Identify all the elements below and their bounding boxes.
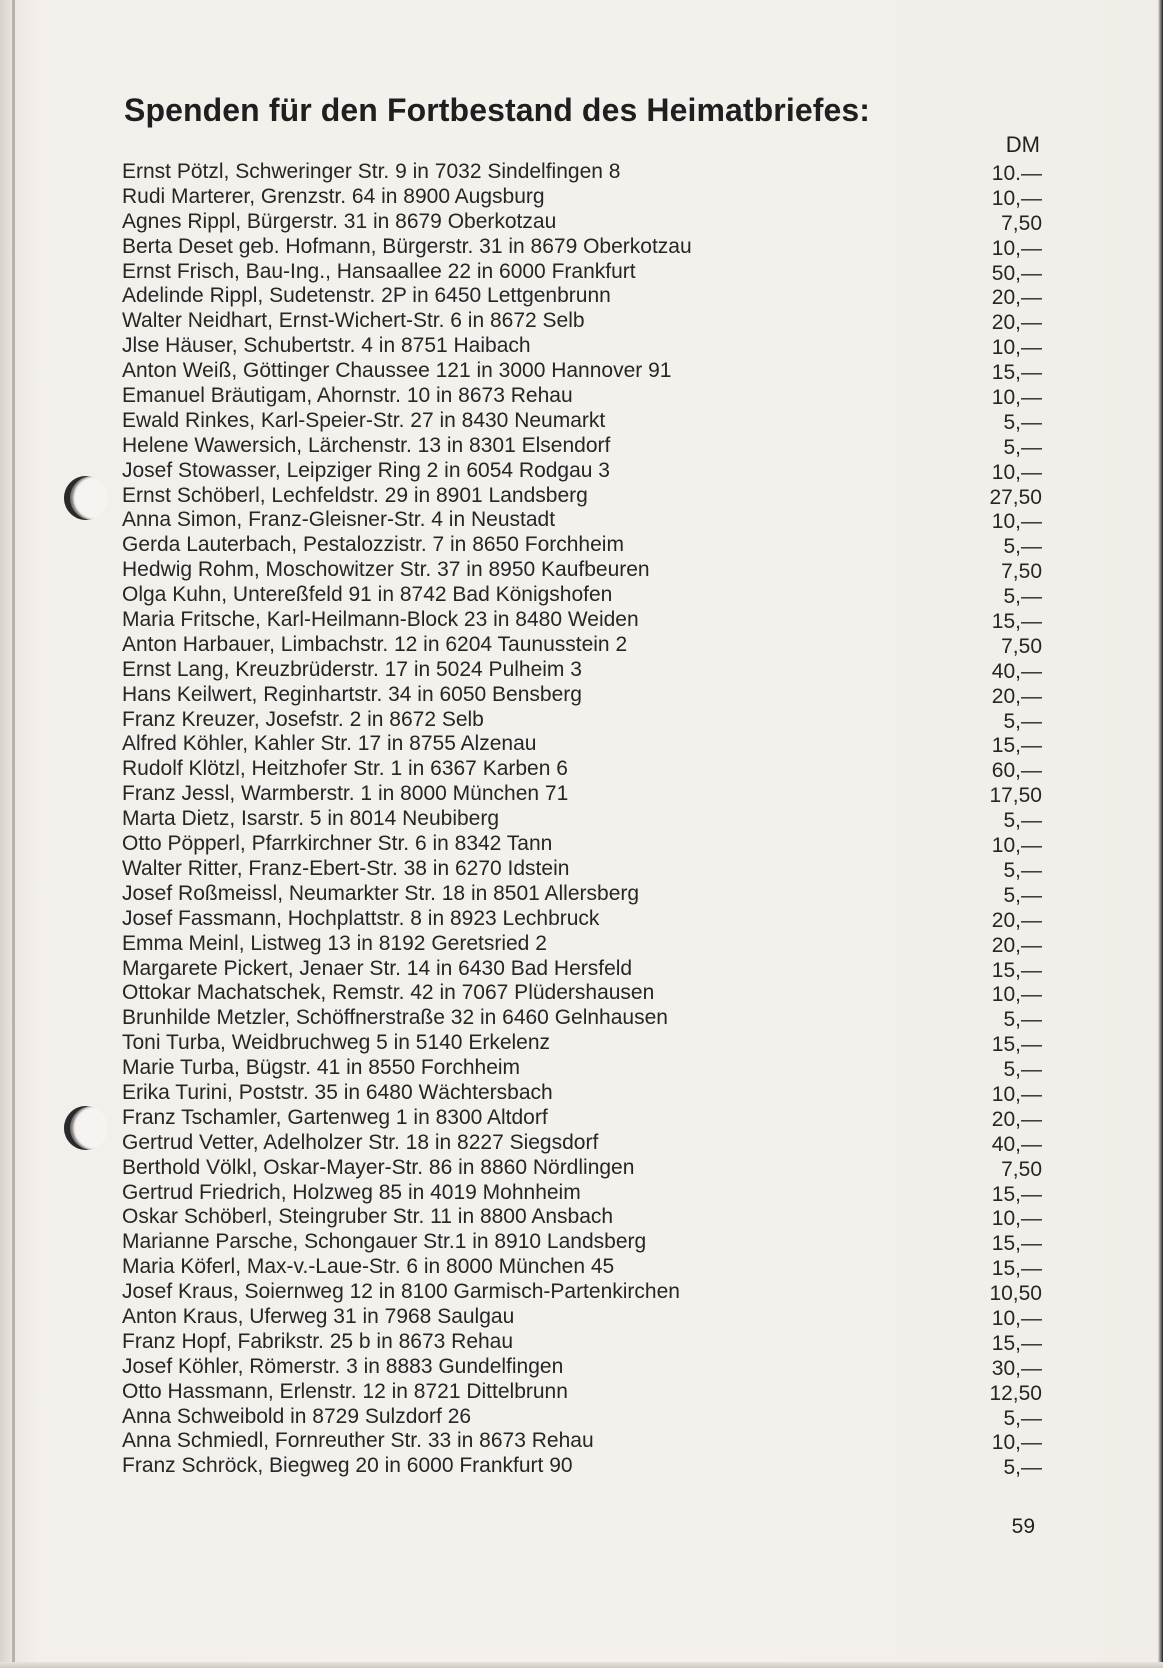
donor-entry: Anna Simon, Franz-Gleisner-Str. 4 in Neustadt bbox=[122, 508, 556, 532]
donation-amount: 5,— bbox=[1003, 410, 1042, 434]
donation-amount: 15,— bbox=[991, 1331, 1042, 1355]
donation-amount: 5,— bbox=[1003, 1008, 1042, 1032]
donor-entry: Josef Kraus, Soiernweg 12 in 8100 Garmisch-Partenkirchen bbox=[122, 1280, 680, 1304]
donation-amount: 5,— bbox=[1003, 1456, 1042, 1480]
donation-amount: 30,— bbox=[991, 1356, 1042, 1380]
donation-row bbox=[122, 558, 1042, 583]
donation-row bbox=[122, 1156, 1042, 1181]
donation-row bbox=[122, 1056, 1042, 1081]
donation-amount: 10,— bbox=[991, 1082, 1042, 1106]
donor-entry: Maria Köferl, Max-v.-Laue-Str. 6 in 8000 München 45 bbox=[122, 1255, 615, 1279]
donor-entry: Gerda Lauterbach, Pestalozzistr. 7 in 8650 Forchheim bbox=[122, 533, 624, 557]
donation-row bbox=[122, 932, 1042, 957]
donation-amount: 5,— bbox=[1003, 1058, 1042, 1082]
donation-row bbox=[122, 1280, 1042, 1305]
donation-row bbox=[122, 359, 1042, 384]
donation-row bbox=[122, 260, 1042, 285]
donor-entry: Rudolf Klötzl, Heitzhofer Str. 1 in 6367 Karben 6 bbox=[122, 757, 568, 781]
donation-row bbox=[122, 1255, 1042, 1280]
donor-entry: Alfred Köhler, Kahler Str. 17 in 8755 Alzenau bbox=[122, 732, 537, 756]
donation-row bbox=[122, 1230, 1042, 1255]
donation-amount: 17,50 bbox=[989, 784, 1042, 808]
donation-amount: 15,— bbox=[991, 734, 1042, 758]
donor-entry: Hedwig Rohm, Moschowitzer Str. 37 in 8950 Kaufbeuren bbox=[122, 558, 650, 582]
donor-entry: Josef Fassmann, Hochplattstr. 8 in 8923 Lechbruck bbox=[122, 906, 600, 930]
donation-amount: 10,— bbox=[991, 336, 1042, 360]
donation-amount: 5,— bbox=[1003, 709, 1042, 733]
donation-row bbox=[122, 1454, 1042, 1479]
donor-entry: Ernst Frisch, Bau-Ing., Hansaallee 22 in 6000 Frankfurt bbox=[122, 259, 636, 283]
donation-amount: 40,— bbox=[991, 659, 1042, 683]
page-right-edge bbox=[1158, 0, 1163, 1668]
donor-entry: Berta Deset geb. Hofmann, Bürgerstr. 31 in 8679 Oberkotzau bbox=[122, 234, 692, 258]
donation-amount: 20,— bbox=[991, 933, 1042, 957]
donor-entry: Marianne Parsche, Schongauer Str.1 in 8910 Landsberg bbox=[122, 1230, 647, 1254]
donation-row bbox=[122, 434, 1042, 459]
donation-row bbox=[122, 484, 1042, 509]
donation-row bbox=[122, 807, 1042, 832]
donation-row bbox=[122, 633, 1042, 658]
donation-amount: 20,— bbox=[991, 311, 1042, 335]
donor-entry: Marie Turba, Bügstr. 41 in 8550 Forchheim bbox=[122, 1056, 521, 1080]
donor-entry: Maria Fritsche, Karl-Heilmann-Block 23 in 8480 Weiden bbox=[122, 608, 639, 632]
donation-amount: 15,— bbox=[991, 1182, 1042, 1206]
donation-amount: 10,— bbox=[991, 1306, 1042, 1330]
donation-row bbox=[122, 1081, 1042, 1106]
donor-entry: Ernst Schöberl, Lechfeldstr. 29 in 8901 Landsberg bbox=[122, 483, 588, 507]
donation-amount: 7,50 bbox=[1001, 560, 1042, 584]
donation-list bbox=[122, 160, 1042, 1479]
donor-entry: Gertrud Vetter, Adelholzer Str. 18 in 8227 Siegsdorf bbox=[122, 1130, 599, 1154]
donor-entry: Anton Harbauer, Limbachstr. 12 in 6204 Taunusstein 2 bbox=[122, 632, 628, 656]
donor-entry: Toni Turba, Weidbruchweg 5 in 5140 Erkelenz bbox=[122, 1031, 551, 1055]
punch-hole-top bbox=[64, 476, 108, 520]
donation-row bbox=[122, 1131, 1042, 1156]
punch-hole-bottom bbox=[64, 1106, 108, 1150]
donation-row bbox=[122, 185, 1042, 210]
donor-entry: Franz Jessl, Warmberstr. 1 in 8000 München 71 bbox=[122, 782, 569, 806]
donor-entry: Otto Hassmann, Erlenstr. 12 in 8721 Dittelbrunn bbox=[122, 1379, 568, 1403]
donation-row bbox=[122, 1429, 1042, 1454]
donation-row bbox=[122, 608, 1042, 633]
donation-amount: 5,— bbox=[1003, 858, 1042, 882]
donor-entry: Emanuel Bräutigam, Ahornstr. 10 in 8673 Rehau bbox=[122, 384, 573, 408]
page-bottom-edge bbox=[0, 1662, 1163, 1668]
donation-row bbox=[122, 1006, 1042, 1031]
donation-amount: 27,50 bbox=[989, 485, 1042, 509]
donor-entry: Anna Schmiedl, Fornreuther Str. 33 in 8673 Rehau bbox=[122, 1429, 594, 1453]
donor-entry: Jlse Häuser, Schubertstr. 4 in 8751 Haibach bbox=[122, 334, 531, 358]
donor-entry: Walter Ritter, Franz-Ebert-Str. 38 in 6270 Idstein bbox=[122, 856, 570, 880]
donation-amount: 10,— bbox=[991, 983, 1042, 1007]
donation-amount: 50,— bbox=[991, 261, 1042, 285]
donor-entry: Ernst Lang, Kreuzbrüderstr. 17 in 5024 Pulheim 3 bbox=[122, 657, 582, 681]
donation-row bbox=[122, 160, 1042, 185]
donation-amount: 10,— bbox=[991, 1207, 1042, 1231]
donation-row bbox=[122, 1181, 1042, 1206]
donor-entry: Otto Pöpperl, Pfarrkirchner Str. 6 in 8342 Tann bbox=[122, 832, 553, 856]
donation-amount: 10,— bbox=[991, 834, 1042, 858]
donation-row bbox=[122, 683, 1042, 708]
donation-amount: 12,50 bbox=[989, 1381, 1042, 1405]
donation-amount: 5,— bbox=[1003, 809, 1042, 833]
donor-entry: Franz Kreuzer, Josefstr. 2 in 8672 Selb bbox=[122, 707, 484, 731]
donation-amount: 10.— bbox=[991, 162, 1042, 185]
donation-row bbox=[122, 334, 1042, 359]
donor-entry: Ernst Pötzl, Schweringer Str. 9 in 7032 Sindelfingen 8 bbox=[122, 160, 621, 183]
donation-amount: 10,— bbox=[991, 510, 1042, 534]
donor-entry: Franz Schröck, Biegweg 20 in 6000 Frankfurt 90 bbox=[122, 1454, 573, 1478]
donor-entry: Ewald Rinkes, Karl-Speier-Str. 27 in 8430 Neumarkt bbox=[122, 408, 606, 432]
donation-amount: 20,— bbox=[991, 286, 1042, 310]
donor-entry: Walter Neidhart, Ernst-Wichert-Str. 6 in 8672 Selb bbox=[122, 309, 585, 333]
donation-row bbox=[122, 210, 1042, 235]
donor-entry: Olga Kuhn, Untereßfeld 91 in 8742 Bad Königshofen bbox=[122, 583, 613, 607]
donation-row bbox=[122, 309, 1042, 334]
donation-amount: 10,— bbox=[991, 1431, 1042, 1455]
donation-row bbox=[122, 384, 1042, 409]
donation-amount: 15,— bbox=[991, 958, 1042, 982]
donation-row bbox=[122, 857, 1042, 882]
donation-amount: 7,50 bbox=[1001, 1157, 1042, 1181]
donation-amount: 20,— bbox=[991, 1107, 1042, 1131]
donation-row bbox=[122, 757, 1042, 782]
binding-edge bbox=[12, 0, 15, 1668]
donation-row bbox=[122, 508, 1042, 533]
donation-row bbox=[122, 583, 1042, 608]
donor-entry: Oskar Schöberl, Steingruber Str. 11 in 8800 Ansbach bbox=[122, 1205, 614, 1229]
donation-row bbox=[122, 459, 1042, 484]
donation-amount: 7,50 bbox=[1001, 634, 1042, 658]
donation-row bbox=[122, 1405, 1042, 1430]
donation-row bbox=[122, 658, 1042, 683]
donation-amount: 40,— bbox=[991, 1132, 1042, 1156]
donor-entry: Ottokar Machatschek, Remstr. 42 in 7067 Plüdershausen bbox=[122, 981, 655, 1005]
donor-entry: Franz Tschamler, Gartenweg 1 in 8300 Altdorf bbox=[122, 1105, 548, 1129]
donor-entry: Rudi Marterer, Grenzstr. 64 in 8900 Augsburg bbox=[122, 184, 545, 208]
donor-entry: Gertrud Friedrich, Holzweg 85 in 4019 Mohnheim bbox=[122, 1180, 581, 1204]
donation-row bbox=[122, 957, 1042, 982]
donation-row bbox=[122, 1355, 1042, 1380]
donation-row bbox=[122, 708, 1042, 733]
donation-row bbox=[122, 981, 1042, 1006]
page-title: Spenden für den Fortbestand des Heimatbriefes: bbox=[124, 92, 871, 128]
donor-entry: Emma Meinl, Listweg 13 in 8192 Geretsried 2 bbox=[122, 931, 547, 955]
donation-amount: 5,— bbox=[1003, 435, 1042, 459]
donor-entry: Helene Wawersich, Lärchenstr. 13 in 8301 Elsendorf bbox=[122, 433, 611, 457]
donor-entry: Agnes Rippl, Bürgerstr. 31 in 8679 Oberkotzau bbox=[122, 209, 557, 233]
donor-entry: Marta Dietz, Isarstr. 5 in 8014 Neubiberg bbox=[122, 807, 500, 831]
donor-entry: Margarete Pickert, Jenaer Str. 14 in 6430 Bad Hersfeld bbox=[122, 956, 633, 980]
donation-amount: 15,— bbox=[991, 1033, 1042, 1057]
donation-amount: 20,— bbox=[991, 908, 1042, 932]
donation-row bbox=[122, 409, 1042, 434]
donor-entry: Erika Turini, Poststr. 35 in 6480 Wächtersbach bbox=[122, 1080, 553, 1104]
donation-amount: 5,— bbox=[1003, 883, 1042, 907]
donor-entry: Josef Stowasser, Leipziger Ring 2 in 6054 Rodgau 3 bbox=[122, 458, 610, 482]
donor-entry: Josef Roßmeissl, Neumarkter Str. 18 in 8501 Allersberg bbox=[122, 881, 640, 905]
donation-row bbox=[122, 1106, 1042, 1131]
donation-amount: 5,— bbox=[1003, 535, 1042, 559]
donation-row bbox=[122, 732, 1042, 757]
donation-amount: 15,— bbox=[991, 361, 1042, 385]
donation-amount: 10,— bbox=[991, 236, 1042, 260]
donation-row bbox=[122, 235, 1042, 260]
donation-row bbox=[122, 1330, 1042, 1355]
donor-entry: Josef Köhler, Römerstr. 3 in 8883 Gundelfingen bbox=[122, 1354, 564, 1378]
donation-amount: 10,— bbox=[991, 386, 1042, 410]
donation-row bbox=[122, 882, 1042, 907]
donor-entry: Franz Hopf, Fabrikstr. 25 b in 8673 Rehau bbox=[122, 1329, 514, 1353]
donor-entry: Adelinde Rippl, Sudetenstr. 2P in 6450 Lettgenbrunn bbox=[122, 284, 611, 308]
donation-row bbox=[122, 284, 1042, 309]
donation-row bbox=[122, 1205, 1042, 1230]
donation-amount: 7,50 bbox=[1001, 211, 1042, 235]
donor-entry: Anna Schweibold in 8729 Sulzdorf 26 bbox=[122, 1404, 472, 1428]
donor-entry: Berthold Völkl, Oskar-Mayer-Str. 86 in 8860 Nördlingen bbox=[122, 1155, 635, 1179]
donation-amount: 5,— bbox=[1003, 1406, 1042, 1430]
donation-row bbox=[122, 782, 1042, 807]
donation-row bbox=[122, 832, 1042, 857]
donor-entry: Anton Weiß, Göttinger Chaussee 121 in 3000 Hannover 91 bbox=[122, 359, 672, 383]
donation-amount: 20,— bbox=[991, 684, 1042, 708]
donor-entry: Anton Kraus, Uferweg 31 in 7968 Saulgau bbox=[122, 1304, 515, 1328]
donation-row bbox=[122, 907, 1042, 932]
donation-amount: 60,— bbox=[991, 759, 1042, 783]
donation-row bbox=[122, 1031, 1042, 1056]
page-number: 59 bbox=[1011, 1515, 1035, 1538]
donation-amount: 15,— bbox=[991, 1232, 1042, 1256]
donation-row bbox=[122, 1305, 1042, 1330]
currency-header: DM bbox=[1005, 132, 1040, 157]
donor-entry: Hans Keilwert, Reginhartstr. 34 in 6050 Bensberg bbox=[122, 682, 582, 706]
donation-amount: 15,— bbox=[991, 610, 1042, 634]
donation-row bbox=[122, 533, 1042, 558]
donor-entry: Brunhilde Metzler, Schöffnerstraße 32 in 6460 Gelnhausen bbox=[122, 1006, 668, 1030]
donation-amount: 10,— bbox=[991, 460, 1042, 484]
donation-amount: 15,— bbox=[991, 1257, 1042, 1281]
donation-amount: 5,— bbox=[1003, 585, 1042, 609]
donation-amount: 10,50 bbox=[989, 1282, 1042, 1306]
donation-row bbox=[122, 1380, 1042, 1405]
donation-amount: 10,— bbox=[991, 186, 1042, 210]
